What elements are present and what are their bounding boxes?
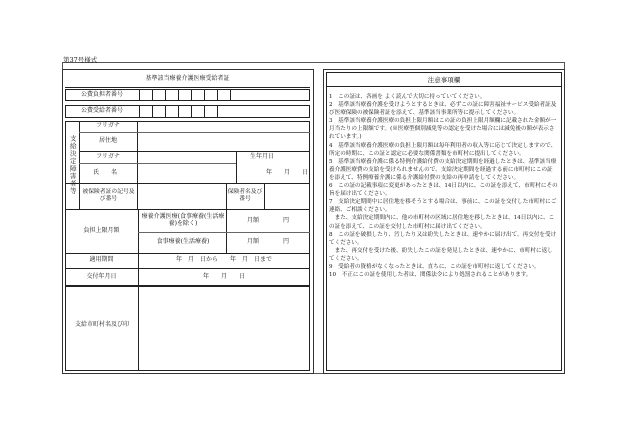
public-recipient-number-label: 公費受給者番号 <box>80 107 123 115</box>
issue-date-value: 年 月 日 <box>202 272 245 280</box>
public-payer-number-label: 公費負担者番号 <box>80 90 123 98</box>
note-item: 7 支給決定期間中に居住地を移そうとする場合は、事前に、この証を交付した市町村にご連絡、ご相談ください。 <box>329 199 557 214</box>
note-item: 2 基準該当療養介護を受けようとするときは、必ずこの証に障害福祉サービス受給者証及び医療保険の被保険者証を添えて、基準該当事業所等に提示してください。 <box>329 102 557 117</box>
issue-date-label: 交付年月日 <box>86 272 117 280</box>
note-item: 1 この証は、各画を よく読んで大切に持っていてください。 <box>329 94 486 100</box>
cap-medical-label: 療養介護医療(食事療養(生活療養)を除く) <box>141 213 225 227</box>
note-item: 3 基準該当療養介護医療の負担上限月額はこの証の負担上限月額欄に記載された金額が一月当たりの上限額です。(※医療型個別減免等の認定を受けた場合には減免後の額が表示されています。) <box>329 118 557 141</box>
recipient-side-label: 支給決定障害者等 <box>68 135 77 195</box>
cap-medical-amount: 月額 円 <box>246 216 289 224</box>
insured-id-label: 被保険者証の記号及び番号 <box>82 189 135 202</box>
furigana-label-1: フリガナ <box>96 122 120 130</box>
public-payer-number-row <box>65 89 310 101</box>
note-item: 4 基準該当療養介護医療の負担上限月額は毎年利用者の収入等に応じて決定しますので、所定の時期に、この証と認定に必要な関係書類を市町村に提出してください。 <box>329 142 557 157</box>
monthly-cap-label: 負担上限月額 <box>83 226 120 234</box>
residence-label: 居住地 <box>98 137 117 145</box>
birthdate-label: 生年月日 <box>249 152 274 160</box>
note-item: また、支給決定期間内に、他の市町村の区域に居住地を移したときは、14日以内に、この証を添えて、この証を交付した市町村に届け出てください。 <box>329 215 555 230</box>
note-item: また、再交付を受けた後、紛失したこの証を発見したときは、速やかに、市町村に返してください。 <box>329 247 553 262</box>
cap-meal-amount: 月額 円 <box>246 238 289 246</box>
cap-meal-label: 食事療養(生活療養) <box>156 238 210 246</box>
note-item: 6 この証の記載事項に変更があったときは、14日以内に、この証を添えて、市町村にその旨を届け出てください。 <box>329 183 558 198</box>
notes-list <box>329 93 558 279</box>
furigana-label-2: フリガナ <box>96 152 120 160</box>
notes-title: 注意事項欄 <box>327 73 561 87</box>
form-number: 第37号様式 <box>63 56 98 64</box>
note-item: 9 受給者の資格がなくなったときは、直ちに、この証を市町村に返してください。 <box>329 263 540 270</box>
birthdate-value: 年 月 日 <box>265 168 308 176</box>
insurer-label: 保険者名及び番号 <box>227 189 263 202</box>
certificate-title: 基準該当療養介護医療受給者証 <box>145 75 230 83</box>
note-item: 10 不正にこの証を使用した者は、関係法令により処罰されることがあります。 <box>329 272 532 279</box>
period-label: 適用期間 <box>89 256 114 264</box>
name-label: 氏 名 <box>93 168 118 176</box>
note-item: 8 この証を破損したり、汚したり又は紛失したときは、速やかに届け出て、再交付を受けてください。 <box>329 231 557 246</box>
period-value: 年 月 日から 年 月 日まで <box>175 256 272 264</box>
municipality-label: 支給市町村名及び印 <box>74 320 129 328</box>
note-item: 5 基準該当療養介護に係る特例介護給付費の支給決定期間を経過したときは、基準該当療養介護医療費の支給を受けられませんので、支給決定期間を経過する前に市町村にこの証を添えて、特例療養介護に係る介護給付費の支給の再申請をしてください。 <box>329 158 557 181</box>
